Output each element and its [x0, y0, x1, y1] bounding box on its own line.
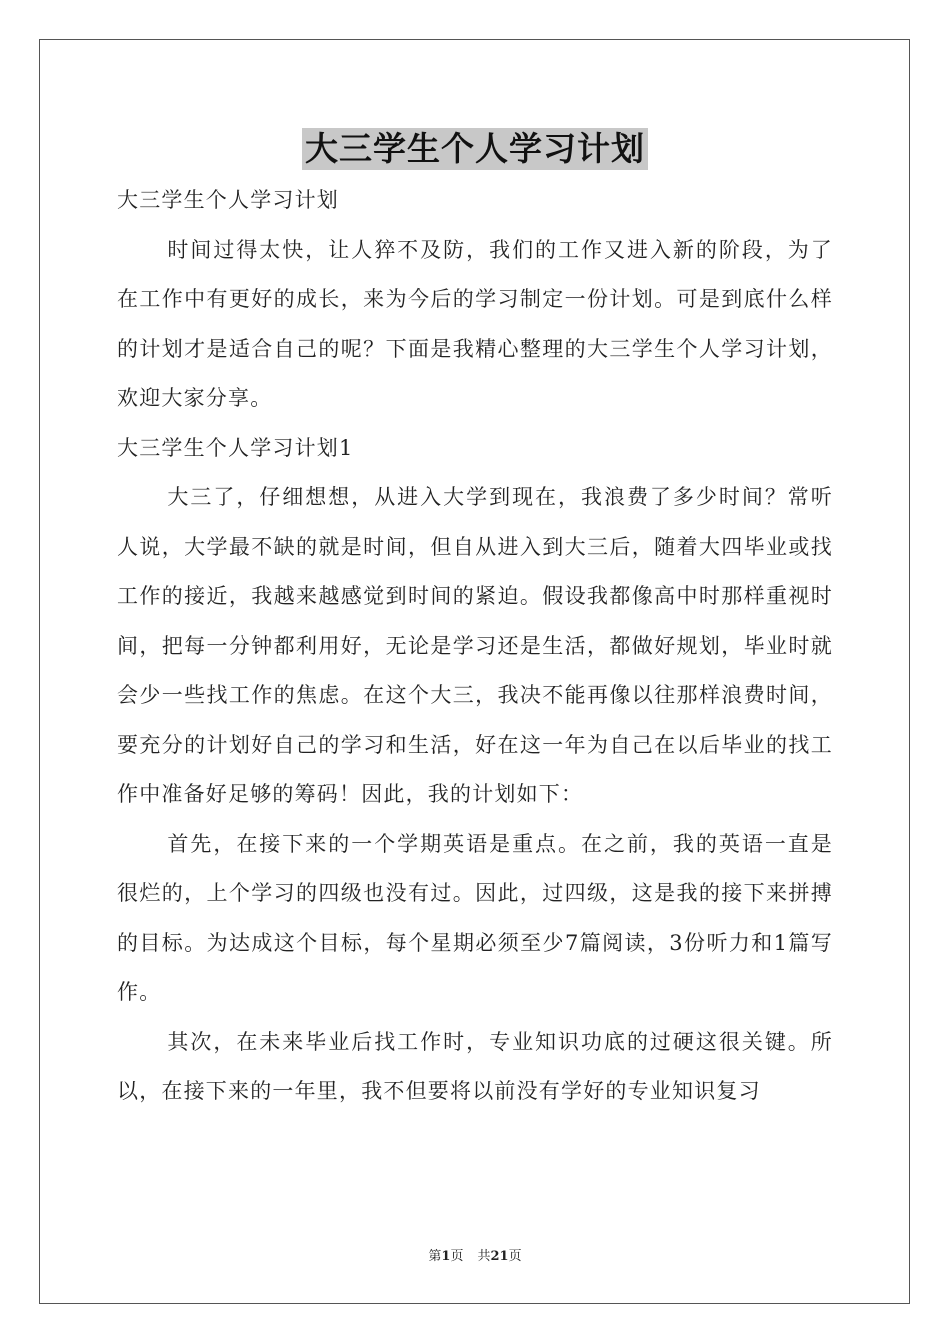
page-prefix: 第 [428, 1249, 442, 1264]
paragraph-intro: 时间过得太快，让人猝不及防，我们的工作又进入新的阶段，为了在工作中有更好的成长，来为今后的学习制定一份计划。可是到底什么样的计划才是适合自己的呢？下面是我精心整理的大三学生个人学习计划，欢迎大家分享。 [117, 237, 833, 410]
document-title: 大三学生个人学习计划 [302, 128, 648, 170]
page-footer [0, 1245, 950, 1264]
paragraph-section-heading: 大三学生个人学习计划1 [117, 435, 354, 460]
paragraph-body: 首先，在接下来的一个学期英语是重点。在之前，我的英语一直是很烂的，上个学习的四级也没有过。因此，过四级，这是我的接下来拼搏的目标。为达成这个目标，每个星期必须至少7篇阅读，3份听力和1篇写作。 [117, 831, 833, 1004]
paragraph-body: 其次，在未来毕业后找工作时，专业知识功底的过硬这很关键。所以，在接下来的一年里，我不但要将以前没有学好的专业知识复习 [117, 1029, 833, 1103]
title-wrap [0, 128, 950, 170]
page-suffix: 页 [450, 1249, 464, 1264]
document-body [117, 176, 833, 1117]
total-prefix: 共 [477, 1249, 491, 1264]
page-current: 1 [441, 1249, 451, 1264]
paragraph-heading: 大三学生个人学习计划 [117, 188, 339, 212]
paragraph-body: 大三了，仔细想想，从进入大学到现在，我浪费了多少时间？常听人说，大学最不缺的就是时间，但自从进入到大三后，随着大四毕业或找工作的接近，我越来越感觉到时间的紧迫。假设我都像高中时那样重视时间，把每一分钟都利用好，无论是学习还是生活，都做好规划，毕业时就会少一些找工作的焦虑。在这个大三，我决不能再像以往那样浪费时间，要充分的计划好自己的学习和生活，好在这一年为自己在以后毕业的找工作中准备好足够的筹码！因此，我的计划如下： [117, 485, 833, 806]
total-suffix: 页 [508, 1249, 522, 1264]
page-total: 21 [490, 1249, 509, 1264]
